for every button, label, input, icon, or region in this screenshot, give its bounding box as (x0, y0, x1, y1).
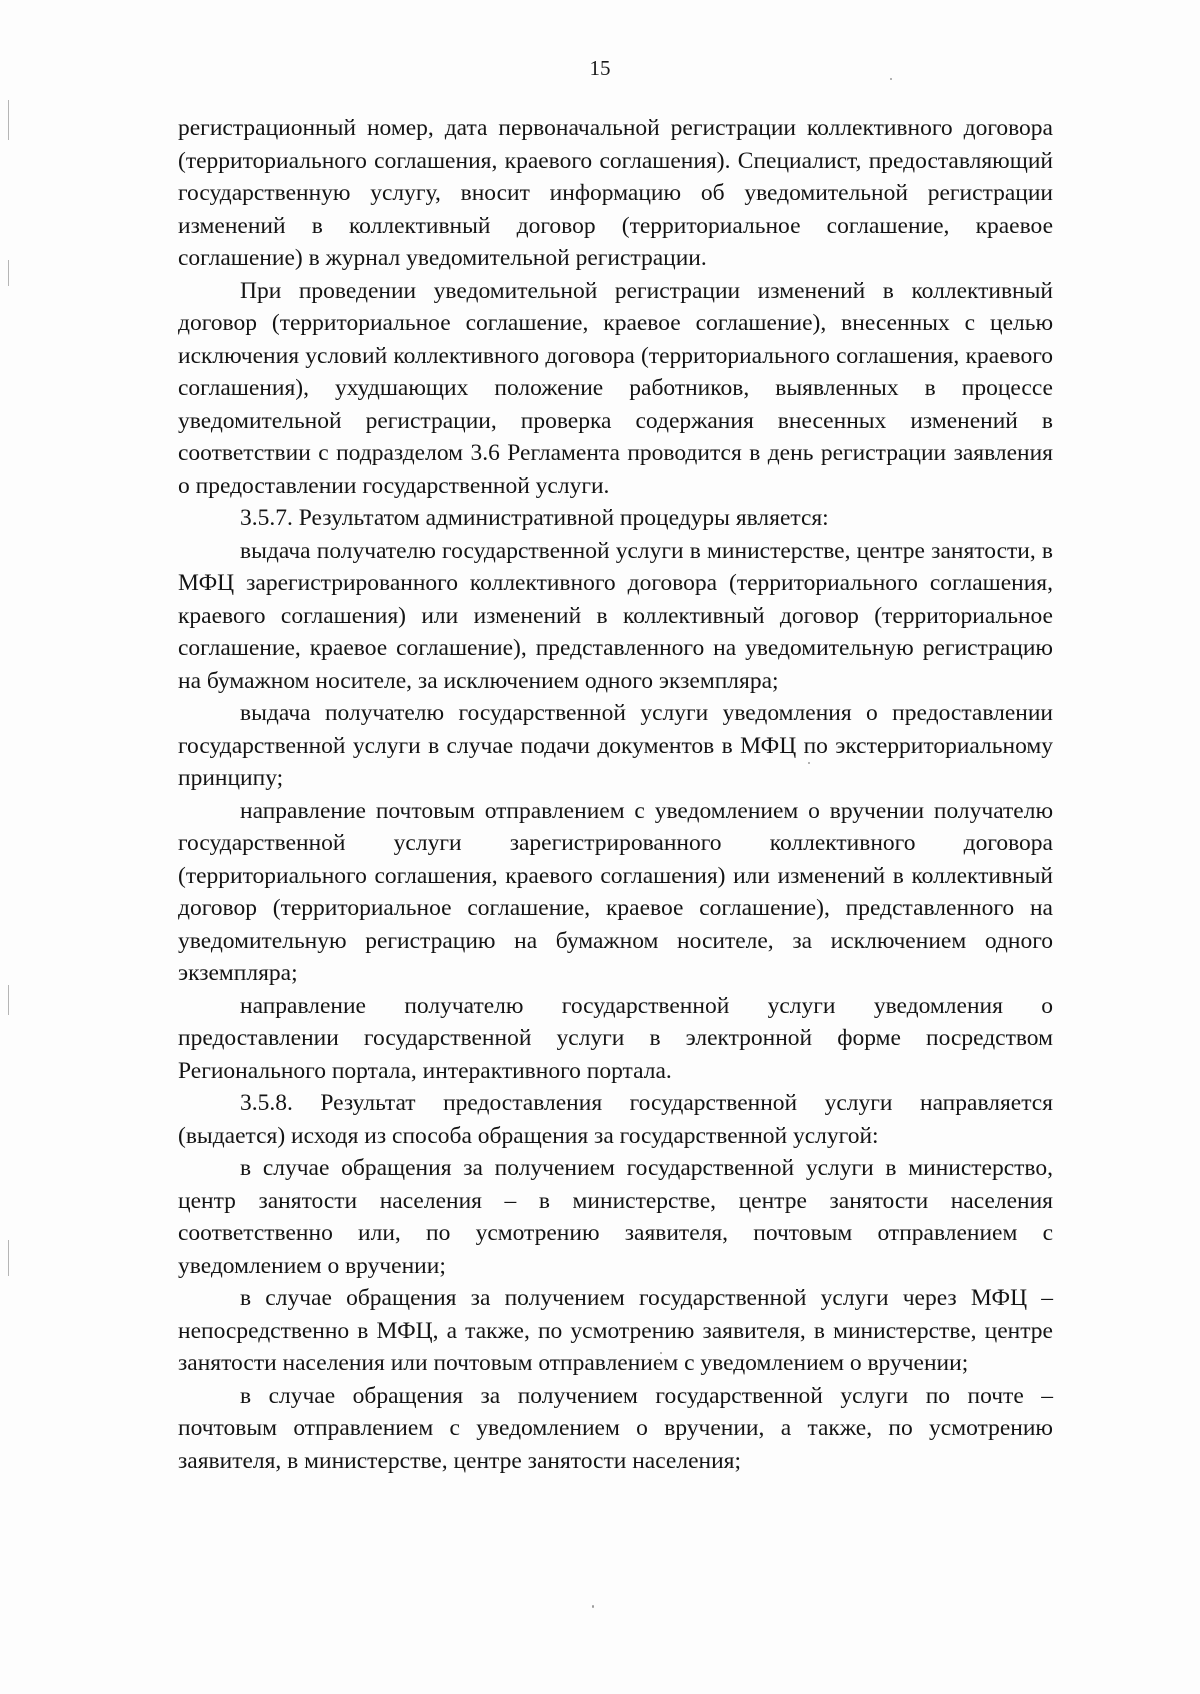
list-item: направление почтовым отправлением с уведомлением о вручении получателю государственной услуги зарегистрированного коллективного договора (территориального соглашения, краевого соглашения) или изменений в коллективный договор (территориальное соглашение, краевое соглашение), представленного на уведомительную регистрацию на бумажном носителе, за исключением одного экземпляра; (178, 797, 1053, 986)
list-item: в случае обращения за получением государственной услуги через МФЦ – непосредственно в МФЦ, а также, по усмотрению заявителя, в министерстве, центре занятости населения или почтовым отправлением с уведомлением о вручении; (178, 1285, 1053, 1376)
page-number: 15 (589, 56, 611, 80)
list-item: в случае обращения за получением государственной услуги по почте – почтовым отправлением с уведомлением о вручении, а также, по усмотрению заявителя, в министерстве, центре занятости населения; (178, 1382, 1053, 1474)
scan-artifact (8, 1240, 9, 1276)
list-item: направление получателю государственной услуги уведомления о предоставлении государственной услуги в электронной форме посредством Регионального портала, интерактивного портала. (178, 992, 1053, 1084)
section-heading-3-5-8: 3.5.8. Результат предоставления государственной услуги направляется (выдается) исходя из способа обращения за государственной услугой: (178, 1090, 1053, 1149)
list-item: выдача получателю государственной услуги в министерстве, центре занятости, в МФЦ зарегистрированного коллективного договора (территориального соглашения, краевого соглашения) или изменений в коллективный договор (территориальное соглашение, краевое соглашение), представленного на уведомительную регистрацию на бумажном носителе, за исключением одного экземпляра; (178, 537, 1053, 694)
paragraph: При проведении уведомительной регистрации изменений в коллективный договор (территориальное соглашение, краевое соглашение), внесенных с целью исключения условий коллективного договора (территориального соглашения, краевого соглашения), ухудшающих положение работников, выявленных в процессе уведомительной регистрации, проверка содержания внесенных изменений в соответствии с подразделом 3.6 Регламента проводится в день регистрации заявления о предоставлении государственной услуги. (178, 277, 1053, 499)
paragraph: регистрационный номер, дата первоначальной регистрации коллективного договора (территориального соглашения, краевого соглашения). Специалист, предоставляющий государственную услугу, вносит информацию об уведомительной регистрации изменений в коллективный договор (территориальное соглашение, краевое соглашение) в журнал уведомительной регистрации. (178, 115, 1053, 271)
scan-speck (592, 1605, 594, 1608)
list-item: в случае обращения за получением государственной услуги в министерство, центр занятости населения – в министерстве, центре занятости населения соответственно или, по усмотрению заявителя, почтовым отправлением с уведомлением о вручении; (178, 1155, 1053, 1279)
list-item: выдача получателю государственной услуги уведомления о предоставлении государственной услуги в случае подачи документов в МФЦ по экстерриториальному принципу; (178, 700, 1053, 791)
section-heading-3-5-7: 3.5.7. Результатом административной процедуры является: (240, 505, 829, 531)
scan-artifact (8, 260, 9, 286)
scan-artifact (8, 100, 9, 140)
scan-artifact (8, 985, 9, 1015)
document-body (178, 112, 1053, 1477)
